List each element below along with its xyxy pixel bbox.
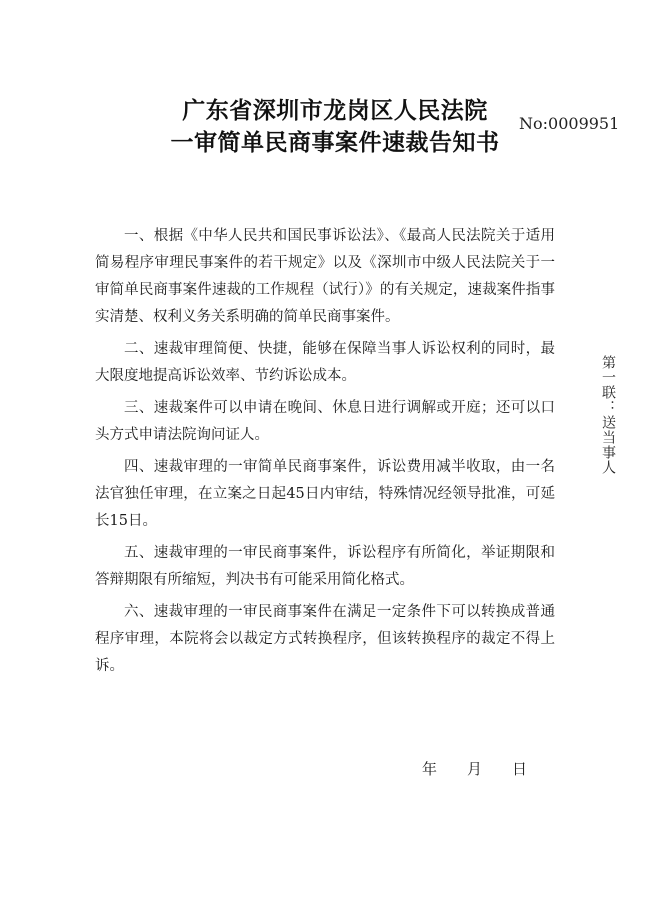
- day-label: 日: [512, 760, 528, 778]
- paragraph-6: 六、速裁审理的一审民商事案件在满足一定条件下可以转换成普通程序审理，本院将会以裁定方式转换程序，但该转换程序的裁定不得上诉。: [95, 604, 555, 674]
- paragraph-2: 二、速裁审理简便、快捷，能够在保障当事人诉讼权利的同时，最大限度地提高诉讼效率、节约诉讼成本。: [95, 341, 555, 384]
- year-label: 年: [422, 760, 438, 778]
- copy-designation-note: 第一联：送当事人: [600, 355, 616, 475]
- title-line-court: 广东省深圳市龙岗区人民法院: [182, 97, 488, 124]
- paragraph-5: 五、速裁审理的一审民商事案件，诉讼程序有所简化，举证期限和答辩期限有所缩短，判决书有可能采用简化格式。: [95, 545, 555, 588]
- paragraph-3: 三、速裁案件可以申请在晚间、休息日进行调解或开庭；还可以口头方式申请法院询问证人。: [95, 400, 555, 443]
- title-line-notice: 一审简单民商事案件速裁告知书: [170, 129, 500, 156]
- document-title: [150, 95, 520, 159]
- notice-body: [95, 223, 555, 685]
- paragraph-1: 一、根据《中华人民共和国民事诉讼法》、《最高人民法院关于适用简易程序审理民事案件的若干规定》以及《深圳市中级人民法院关于一审简单民商事案件速裁的工作规程（试行）》的有关规定，速裁案件指事实清楚、权利义务关系明确的简单民商事案件。: [95, 228, 555, 325]
- serial-number: No:0009951: [519, 114, 620, 133]
- paragraph-4: 四、速裁审理的一审简单民商事案件，诉讼费用减半收取，由一名法官独任审理，在立案之日起45日内审结，特殊情况经领导批准，可延长15日。: [95, 459, 555, 529]
- month-label: 月: [467, 760, 483, 778]
- date-line: [422, 758, 527, 780]
